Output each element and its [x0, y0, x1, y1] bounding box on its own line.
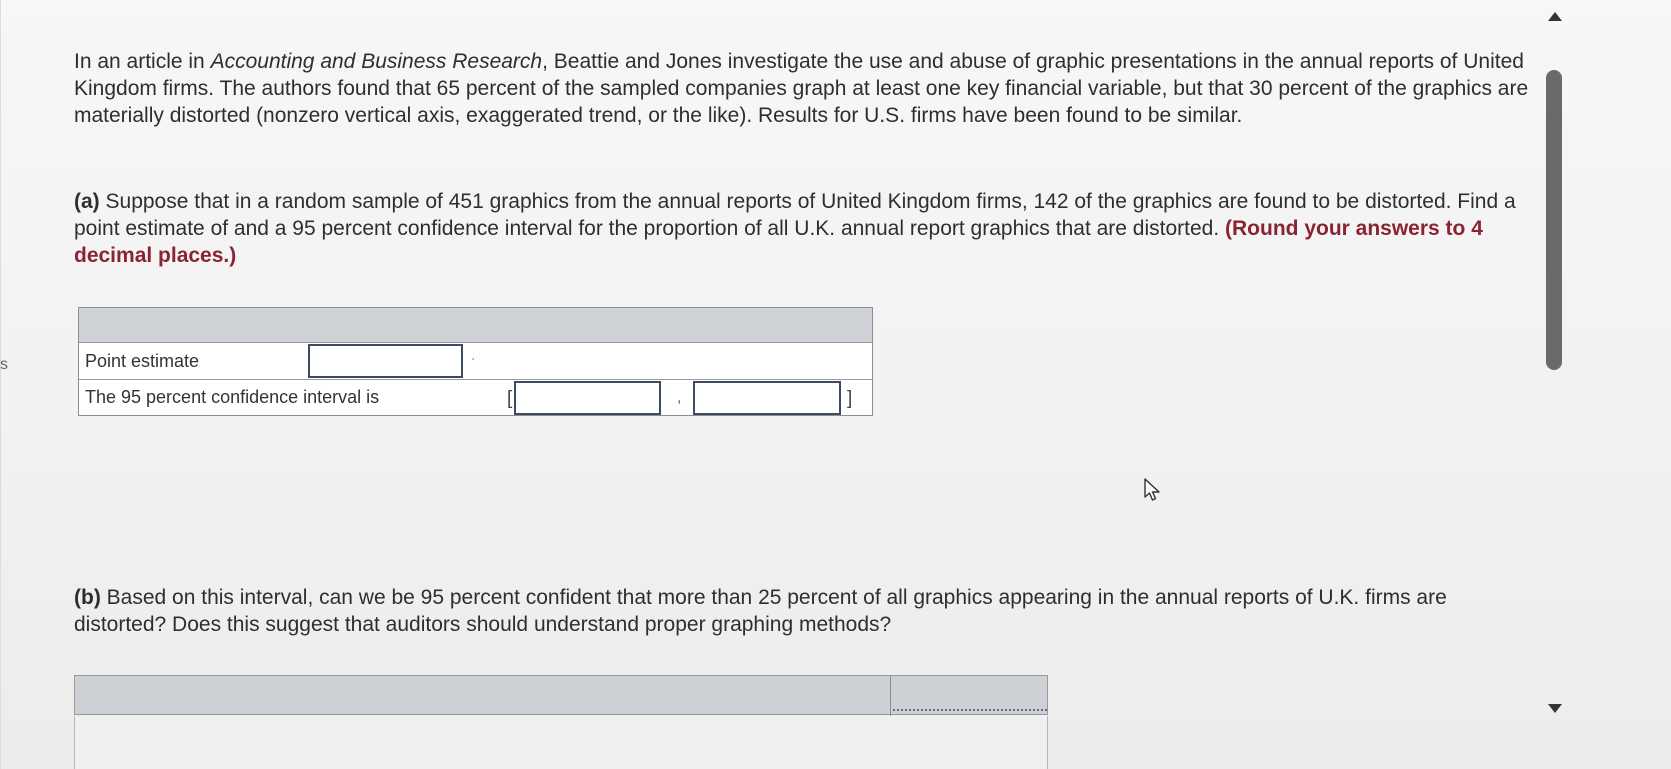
part-a-text: Suppose that in a random sample of 451 graphics from the annual reports of United Kingdom firms, 142 of the graphics are found to be distorted. Find a point estimate of and a 95 percent confidence interval for the proportion of all U.K. annual report graphics that are distorted. — [74, 190, 1516, 240]
left-edge-letter: s — [0, 356, 8, 373]
intro-suffix: , Beattie and Jones investigate the use and abuse of graphic presentations in the annual reports of United Kingdom firms. The authors found that 65 percent of the sampled companies graph at least one key financial variable, but that 30 percent of the graphics are materially distorted (nonzero vertical axis, exaggerated trend, or the like). Results for U.S. firms have been found to be similar. — [74, 50, 1529, 127]
answer-b-divider — [890, 676, 891, 716]
part-a-label: (a) — [74, 190, 100, 213]
part-a-question — [74, 188, 1534, 269]
intro-paragraph — [74, 48, 1534, 129]
part-b-text: Based on this interval, can we be 95 percent confident that more than 25 percent of all graphics appearing in the annual reports of U.K. firms are distorted? Does this suggest that auditors should understand proper graphing methods? — [74, 586, 1447, 636]
mouse-pointer-icon — [1143, 478, 1163, 502]
bracket-open: [ — [507, 388, 513, 409]
confidence-interval-label: The 95 percent confidence interval is — [85, 387, 380, 407]
scroll-up-arrow-icon[interactable] — [1548, 12, 1562, 21]
ci-lower-input[interactable] — [514, 381, 661, 415]
scrollbar-thumb[interactable] — [1546, 70, 1562, 370]
table-row-point-estimate — [79, 343, 872, 379]
point-estimate-input[interactable] — [308, 344, 463, 378]
bracket-close: ] — [847, 388, 853, 409]
part-b-label: (b) — [74, 586, 101, 609]
answer-b-dotted-underline — [893, 709, 1047, 711]
part-b-answer-area — [74, 716, 1048, 769]
journal-title: Accounting and Business Research — [210, 50, 543, 73]
table-header — [79, 308, 872, 343]
left-edge-divider — [0, 0, 1, 769]
part-b-answer-dropdown[interactable] — [74, 675, 1048, 715]
ci-separator: , — [677, 389, 682, 406]
ci-upper-input[interactable] — [693, 381, 841, 415]
intro-prefix: In an article in — [74, 50, 211, 73]
point-estimate-label: Point estimate — [85, 350, 200, 371]
part-b-question — [74, 584, 1534, 638]
scroll-down-arrow-icon[interactable] — [1548, 704, 1562, 713]
period-mark: . — [471, 347, 476, 364]
table-row-confidence-interval — [79, 379, 872, 415]
answer-table-part-a — [78, 307, 873, 416]
rounding-instruction: (Round your answers to 4 decimal places.) — [74, 217, 1483, 267]
